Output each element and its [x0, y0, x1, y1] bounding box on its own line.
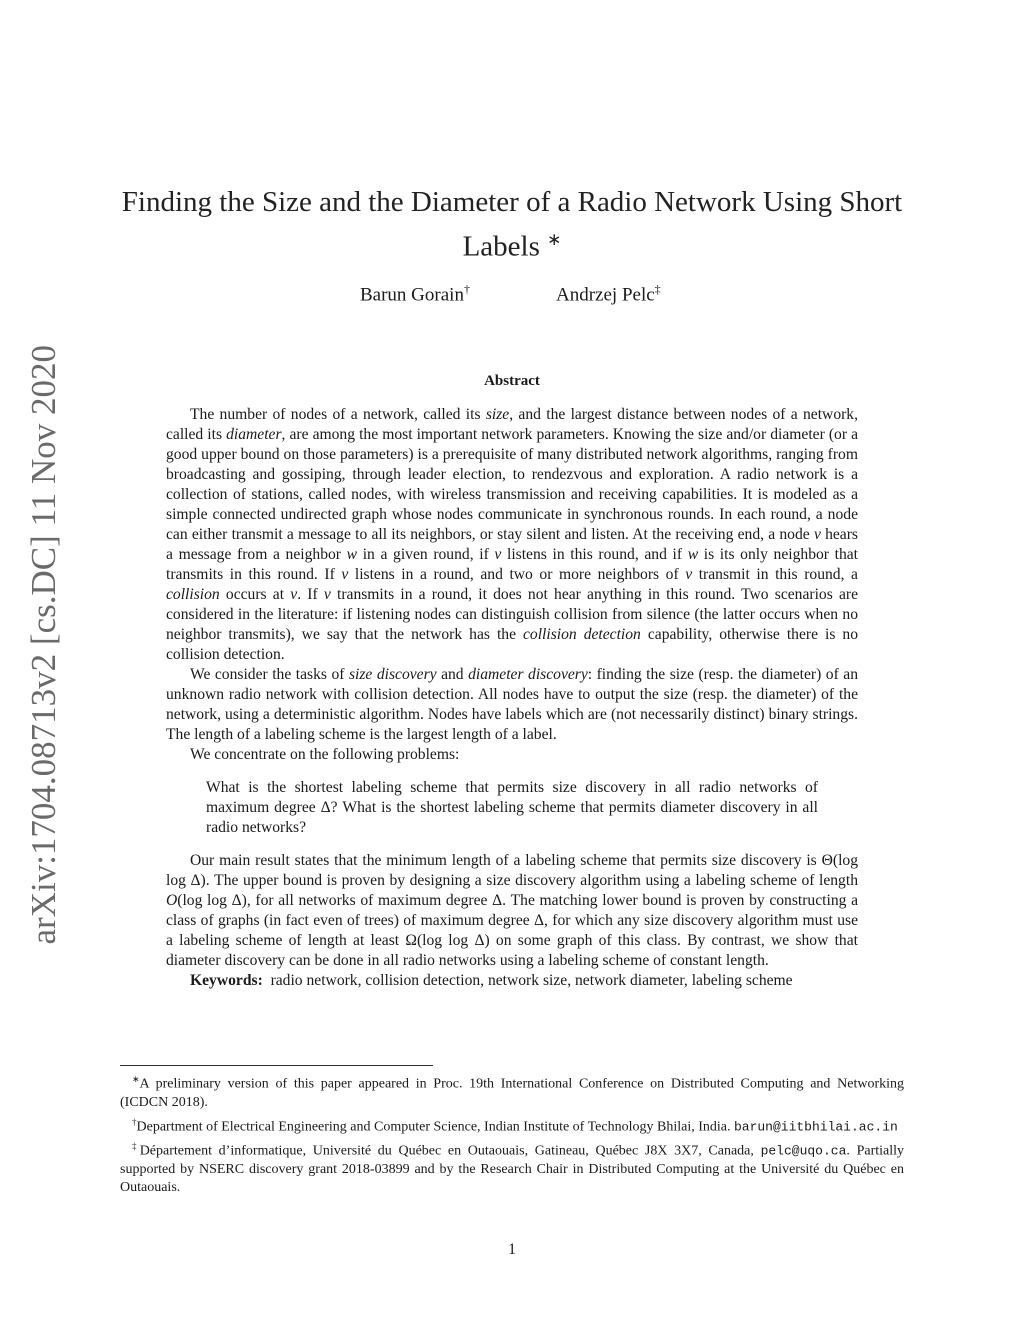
page-number: 1: [508, 1241, 516, 1258]
abstract-paragraph-4: Our main result states that the minimum length of a labeling scheme that permits size discovery is Θ(log log Δ). The upper bound is proven by designing a size discovery algorithm using a labeling scheme of length O(log log Δ), for all networks of maximum degree Δ. The matching lower bound is proven by constructing a class of graphs (in fact even of trees) of maximum degree Δ, for which any size discovery algorithm must use a labeling scheme of length at least Ω(log log Δ) on some graph of this class. By contrast, we show that diameter discovery can be done in all radio networks using a labeling scheme of constant length.: [166, 852, 858, 969]
title-footnote-mark: ∗: [547, 230, 562, 249]
arxiv-identifier: arXiv:1704.08713v2 [cs.DC] 11 Nov 2020: [24, 345, 63, 945]
paper-title: [110, 184, 914, 266]
abstract-paragraph-1: The number of nodes of a network, called its size, and the largest distance between nodes of a network, called its diameter, are among the most important network parameters. Knowing the size and/or diameter (or a good upper bound on those parameters) is a prerequisite of many distributed network algorithms, ranging from broadcasting and gossiping, through leader election, to rendezvous and exploration. A radio network is a collection of stations, called nodes, with wireless transmission and receiving capabilities. It is modeled as a simple connected undirected graph whose nodes communicate in synchronous rounds. In each round, a node can either transmit a message to all its neighbors, or stay silent and listen. At the receiving end, a node v hears a message from a neighbor w in a given round, if v listens in this round, and if w is its only neighbor that transmits in this round. If v listens in a round, and two or more neighbors of v transmit in this round, a collision occurs at v. If v transmits in a round, it does not hear anything in this round. Two scenarios are considered in the literature: if listening nodes can distinguish collision from silence (the latter occurs when no neighbor transmits), we say that the network has the collision detection capability, otherwise there is no collision detection.: [166, 406, 859, 663]
footnotes: [120, 1070, 904, 1198]
keywords-label: Keywords:: [190, 972, 263, 989]
author-2: Andrzej Pelc‡: [556, 282, 661, 306]
email-pelc[interactable]: pelc@uqo.ca: [760, 1143, 847, 1159]
footnote-1: ∗A preliminary version of this paper appeared in Proc. 19th International Conference on Distributed Computing and Networking (ICDCN 2018).: [120, 1074, 904, 1111]
email-gorain[interactable]: barun@iitbhilai.ac.in: [733, 1119, 898, 1135]
footnote-2: †Department of Electrical Engineering and Computer Science, Indian Institute of Technology Bhilai, India. barun@iitbhilai.ac.in: [132, 1116, 898, 1135]
abstract-paragraph-2: We consider the tasks of size discovery and diameter discovery: finding the size (resp. the diameter) of an unknown radio network with collision detection. All nodes have to output the size (resp. the diameter) of the network, using a deterministic algorithm. Nodes have labels which are (not necessarily distinct) binary strings. The length of a labeling scheme is the largest length of a label.: [166, 666, 859, 743]
footnote-3: ‡Département d’informatique, Université du Québec en Outaouais, Gatineau, Québec J8X 3X7, Canada, pelc@uqo.ca. Partially supported by NSERC discovery grant 2018-03899 and by the Research Chair in Distributed Computing at the Université du Québec en Outaouais.: [120, 1140, 905, 1196]
keywords-list: radio network, collision detection, network size, network diameter, labeling scheme: [270, 972, 793, 989]
title-text: Finding the Size and the Diameter of a Radio Network Using Short Labels: [121, 186, 903, 263]
abstract-body: [166, 405, 858, 991]
abstract-heading: Abstract: [484, 373, 540, 389]
keywords-line: [166, 971, 858, 991]
research-question-quote: What is the shortest labeling scheme that permits size discovery in all radio networks of maximum degree Δ? What is the shortest labeling scheme that permits diameter discovery in all radio networks?: [206, 779, 818, 836]
arxiv-sidebar-stamp: [18, 345, 70, 945]
abstract-paragraph-3: We concentrate on the following problems:: [190, 746, 460, 763]
author-1: Barun Gorain†: [360, 282, 470, 306]
footnote-rule: [120, 1065, 433, 1066]
